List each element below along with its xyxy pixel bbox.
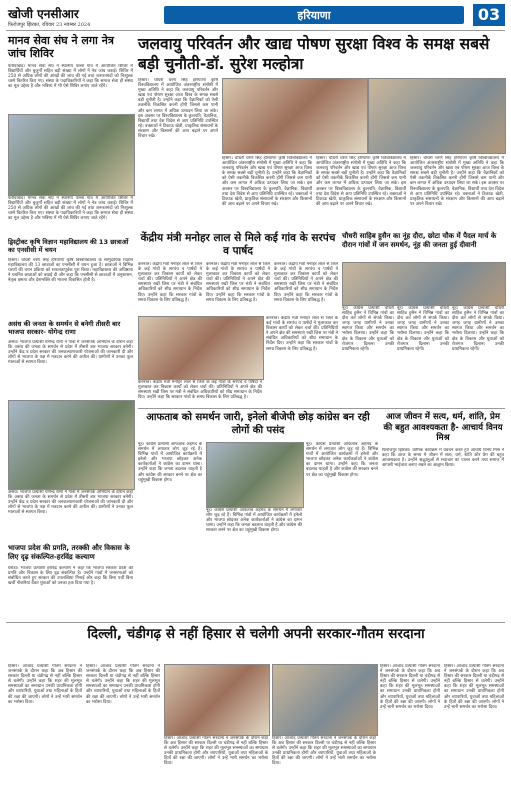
body-s7a: नूंह। कांग्रेस प्रत्याशी आफताब अहमद के समर्थन में लगातार लोग जुड़ रहे हैं। विभिन्न गांवों में आयोजित कार्यक्रमों में इनेलो और भाजपा छोड़कर अनेक कार्यकर्ताओं ने कांग्रेस का दामन थामा। उन्होंने कहा कि जनता बदलाव चाहती है और कांग्रेस की सरकार बनने पर क्षेत्र का चहुंमुखी विकास होगा। <box>138 442 202 483</box>
divider-mid <box>138 408 505 409</box>
headline-s2: जलवायु परिवर्तन और खाद्य पोषण सुरक्षा विश्व के समक्ष सबसे बड़ी चुनौती-डॉ. सुरेश मल्होत्रा <box>138 35 490 73</box>
photo-s10a <box>164 664 270 736</box>
headline-s6: चौधरी साहिब हुसैन का नूंह दौरा, छोटा चौक में पैदल मार्च के दौरान गांवों में जन समर्थन, नूंह की जनता हुई दीवानी <box>342 232 497 249</box>
photo-s2b <box>368 78 506 154</box>
photo-s6 <box>342 262 506 306</box>
body-s10a: हिसार। आजाद प्रत्याशी गौतम सरदाना ने जनसंपर्क के दौरान कहा कि अब हिसार की सरकार दिल्ली या चंडीगढ़ से नहीं बल्कि हिसार से चलेगी। उन्होंने कहा कि शहर की मूलभूत समस्याओं का समाधान उनकी प्राथमिकता होगी और व्यापारियों, युवाओं तथा महिलाओं के हितों की रक्षा की जाएगी। लोगों ने उन्हें भारी समर्थन का भरोसा दिया। <box>8 664 82 705</box>
section-banner <box>164 6 464 24</box>
newspaper-logo: खोजी एनसीआर <box>8 7 79 21</box>
header-rule <box>6 30 505 31</box>
body-s3: हिसार। चौधरी चरण सिंह हरियाणा कृषि विश्वविद्यालय के सामुदायिक विज्ञान महाविद्यालय की 13 छात्राओं का एनसीसी में चयन हुआ है। छात्राओं ने विभिन्न चरणों की चयन प्रक्रिया को सफलतापूर्वक पूरा किया। महाविद्यालय की अधिष्ठाता ने चयनित छात्राओं को बधाई दी और कहा कि एनसीसी से छात्राओं में अनुशासन, नेतृत्व क्षमता और देशभक्ति की भावना विकसित होती है। <box>8 258 133 284</box>
body-s4: असंध। भाजपा प्रत्याशी योगेन्द्र राणा ने गांवों में जनसंपर्क अभियान के दौरान कहा कि असंध की जनता के समर्थन से प्रदेश में तीसरी बार भाजपा सरकार बनेगी। उन्होंने केंद्र व प्रदेश सरकार की जनकल्याणकारी योजनाओं की जानकारी दी और लोगों से भाजपा के पक्ष में मतदान करने की अपील की। ग्रामीणों ने उनका फूल मालाओं से स्वागत किया। <box>8 340 133 366</box>
body-s7c: नूंह। कांग्रेस प्रत्याशी आफताब अहमद के समर्थन में लगातार लोग जुड़ रहे हैं। विभिन्न गांवों में आयोजित कार्यक्रमों में इनेलो और भाजपा छोड़कर अनेक कार्यकर्ताओं ने कांग्रेस का दामन थामा। उन्होंने कहा कि जनता बदलाव चाहती है और कांग्रेस की सरकार बनने पर क्षेत्र का चहुंमुखी विकास होगा। <box>306 442 378 478</box>
page-header <box>0 0 511 30</box>
edition-date: फिरोजपुर झिरका, रविवार 23 नवम्बर 2024 <box>8 22 91 28</box>
masthead <box>8 5 158 28</box>
body-s1b: फरीदाबाद। मानव सेवा संघ ने स्थानीय पल्ला गांव में आयोजित शिविर में विद्यार्थियों और बुजुर्गों सहित बड़ी संख्या में लोगों ने नेत्र जांच कराई। शिविर में 250 से अधिक लोगों की आंखों की जांच की गई तथा जरूरतमंदों को निःशुल्क चश्मे वितरित किए गए। संस्था के पदाधिकारियों ने कहा कि समाज सेवा ही संस्था का मूल उद्देश्य है और भविष्य में भी ऐसे शिविर लगाए जाते रहेंगे। <box>8 196 133 222</box>
body-s10c: हिसार। आजाद प्रत्याशी गौतम सरदाना ने जनसंपर्क के दौरान कहा कि अब हिसार की सरकार दिल्ली या चंडीगढ़ से नहीं बल्कि हिसार से चलेगी। उन्होंने कहा कि शहर की मूलभूत समस्याओं का समाधान उनकी प्राथमिकता होगी और व्यापारियों, युवाओं तथा महिलाओं के हितों की रक्षा की जाएगी। लोगों ने उन्हें भारी समर्थन का भरोसा दिया। <box>164 736 268 767</box>
headline-s5: केंद्रीय मंत्री मनोहर लाल से मिले कई गांव के सरपंच व पार्षद <box>140 232 336 257</box>
section-title: हरियाणा <box>297 9 331 22</box>
body-s10b: हिसार। आजाद प्रत्याशी गौतम सरदाना ने जनसंपर्क के दौरान कहा कि अब हिसार की सरकार दिल्ली या चंडीगढ़ से नहीं बल्कि हिसार से चलेगी। उन्होंने कहा कि शहर की मूलभूत समस्याओं का समाधान उनकी प्राथमिकता होगी और व्यापारियों, युवाओं तथा महिलाओं के हितों की रक्षा की जाएगी। लोगों ने उन्हें भारी समर्थन का भरोसा दिया। <box>86 664 160 705</box>
headline-s3: ड्रिस्ट्रीक्ट कृषि विज्ञान महाविद्यालय की 13 छात्राओं का एनसीसी में चयन <box>8 238 129 254</box>
body-s7b: नूंह। कांग्रेस प्रत्याशी आफताब अहमद के समर्थन में लगातार लोग जुड़ रहे हैं। विभिन्न गांवों में आयोजित कार्यक्रमों में इनेलो और भाजपा छोड़कर अनेक कार्यकर्ताओं ने कांग्रेस का दामन थामा। उन्होंने कहा कि जनता बदलाव चाहती है और कांग्रेस की सरकार बनने पर क्षेत्र का चहुंमुखी विकास होगा। <box>206 508 302 534</box>
photo-s10b <box>272 664 378 736</box>
headline-s10: दिल्ली, चंडीगढ़ से नहीं हिसार से चलेगी अपनी सरकार-गौतम सरदाना <box>87 626 425 642</box>
photo-s4 <box>8 400 135 490</box>
headline-s8: आज जीवन में सत्य, धर्म, शांति, प्रेम की बहुत आवश्यकता है- आचार्य विनय मिश्र <box>383 412 503 443</box>
photo-s2a <box>222 78 368 154</box>
body-s6a: नूंह। कांग्रेस प्रत्याशी चौधरी साहिब हुसैन ने विभिन्न गांवों का दौरा कर लोगों से संपर्क किया। जगह जगह ग्रामीणों ने उनका स्वागत किया और समर्थन का भरोसा दिलाया। उन्होंने कहा कि क्षेत्र के विकास और युवाओं को रोजगार दिलाना उनकी प्राथमिकता रहेगी। <box>342 306 394 352</box>
headline-s1: मानव सेवा संघ ने लगा नेत्र जांच शिविर <box>8 34 114 60</box>
headline-s7: आफताब को समर्थन जारी, इनेलो बीजेपी छोड़ कांग्रेस बन रही लोगों की पसंद <box>146 412 370 436</box>
photo-s7 <box>206 442 304 508</box>
page-number: 03 <box>473 4 505 26</box>
body-s10e: हिसार। आजाद प्रत्याशी गौतम सरदाना ने जनसंपर्क के दौरान कहा कि अब हिसार की सरकार दिल्ली या चंडीगढ़ से नहीं बल्कि हिसार से चलेगी। उन्होंने कहा कि शहर की मूलभूत समस्याओं का समाधान उनकी प्राथमिकता होगी और व्यापारियों, युवाओं तथा महिलाओं के हितों की रक्षा की जाएगी। लोगों ने उन्हें भारी समर्थन का भरोसा दिया। <box>380 664 440 710</box>
photo-s5 <box>138 316 264 380</box>
photo-s1 <box>8 114 135 196</box>
body-s5a: करनाल। केंद्रीय मंत्री मनोहर लाल से जिले के कई गांवों के सरपंच व पार्षदों ने मुलाकात कर विकास कार्यों को लेकर चर्चा की। प्रतिनिधियों ने अपने क्षेत्र की समस्याएं रखीं जिस पर मंत्री ने संबंधित अधिकारियों को शीघ्र समाधान के निर्देश दिए। उन्होंने कहा कि सरकार गांवों के समग्र विकास के लिए प्रतिबद्ध है। <box>138 262 202 303</box>
body-s5e: करनाल। केंद्रीय मंत्री मनोहर लाल से जिले के कई गांवों के सरपंच व पार्षदों ने मुलाकात कर विकास कार्यों को लेकर चर्चा की। प्रतिनिधियों ने अपने क्षेत्र की समस्याएं रखीं जिस पर मंत्री ने संबंधित अधिकारियों को शीघ्र समाधान के निर्देश दिए। उन्होंने कहा कि सरकार गांवों के समग्र विकास के लिए प्रतिबद्ध है। <box>138 380 262 401</box>
body-s8: फिरोजपुर झिरका। धार्मिक कार्यक्रम में प्रवचन करते हुए आचार्य विनय मिश्र ने कहा कि आज के समय में जीवन में सत्य, धर्म, शांति और प्रेम की बहुत आवश्यकता है। उन्होंने श्रद्धालुओं से सदाचार का पालन करने तथा समाज में आपसी भाईचारा बनाए रखने का आह्वान किया। <box>382 448 504 469</box>
divider-bottom <box>6 622 505 623</box>
body-s10d: हिसार। आजाद प्रत्याशी गौतम सरदाना ने जनसंपर्क के दौरान कहा कि अब हिसार की सरकार दिल्ली या चंडीगढ़ से नहीं बल्कि हिसार से चलेगी। उन्होंने कहा कि शहर की मूलभूत समस्याओं का समाधान उनकी प्राथमिकता होगी और व्यापारियों, युवाओं तथा महिलाओं के हितों की रक्षा की जाएगी। लोगों ने उन्हें भारी समर्थन का भरोसा दिया। <box>272 736 376 767</box>
body-s1: फरीदाबाद। मानव सेवा संघ ने स्थानीय पल्ला गांव में आयोजित शिविर में विद्यार्थियों और बुजुर्गों सहित बड़ी संख्या में लोगों ने नेत्र जांच कराई। शिविर में 250 से अधिक लोगों की आंखों की जांच की गई तथा जरूरतमंदों को निःशुल्क चश्मे वितरित किए गए। संस्था के पदाधिकारियों ने कहा कि समाज सेवा ही संस्था का मूल उद्देश्य है और भविष्य में भी ऐसे शिविर लगाए जाते रहेंगे। <box>8 64 133 90</box>
body-s5d: करनाल। केंद्रीय मंत्री मनोहर लाल से जिले के कई गांवों के सरपंच व पार्षदों ने मुलाकात कर विकास कार्यों को लेकर चर्चा की। प्रतिनिधियों ने अपने क्षेत्र की समस्याएं रखीं जिस पर मंत्री ने संबंधित अधिकारियों को शीघ्र समाधान के निर्देश दिए। उन्होंने कहा कि सरकार गांवों के समग्र विकास के लिए प्रतिबद्ध है। <box>266 316 338 352</box>
body-s2b: हिसार। चौधरी चरण सिंह हरियाणा कृषि विश्वविद्यालय में आयोजित अंतरराष्ट्रीय संगोष्ठी में मुख्य अतिथि ने कहा कि जलवायु परिवर्तन और खाद्य एवं पोषण सुरक्षा आज विश्व के समक्ष सबसे बड़ी चुनौती है। उन्होंने कहा कि वैज्ञानिकों को ऐसी तकनीकें विकसित करनी होंगी जिससे कम पानी और कम लागत में अधिक उत्पादन लिया जा सके। इस अवसर पर विश्वविद्यालय के कुलपति, वैज्ञानिक, विद्यार्थी तथा देश विदेश से आए प्रतिनिधि उपस्थित रहे। वक्ताओं ने टिकाऊ खेती, प्राकृतिक संसाधनों के संरक्षण और किसानों की आय बढ़ाने पर अपने विचार रखे। <box>222 156 312 207</box>
headline-s4: असंध की जनता के समर्थन से बनेगी तीसरी बार भाजपा सरकार- योगेन्द्र राणा <box>8 320 121 336</box>
body-s9: घरौंडा। भाजपा प्रत्याशी हरविंद्र कल्याण ने कहा कि भाजपा सरकार प्रदेश की प्रगति और विकास के लिए दृढ़ संकल्पित है। उन्होंने गांवों में जनसभाओं को संबोधित करते हुए सरकार की उपलब्धियां गिनाईं और कहा कि बिना पर्ची बिना खर्ची नौकरियां देकर युवाओं को उनका हक दिया गया है। <box>8 566 133 587</box>
body-s6c: नूंह। कांग्रेस प्रत्याशी चौधरी साहिब हुसैन ने विभिन्न गांवों का दौरा कर लोगों से संपर्क किया। जगह जगह ग्रामीणों ने उनका स्वागत किया और समर्थन का भरोसा दिलाया। उन्होंने कहा कि क्षेत्र के विकास और युवाओं को रोजगार दिलाना उनकी प्राथमिकता रहेगी। <box>452 306 504 352</box>
body-s2a: हिसार। चौधरी चरण सिंह हरियाणा कृषि विश्वविद्यालय में आयोजित अंतरराष्ट्रीय संगोष्ठी में मुख्य अतिथि ने कहा कि जलवायु परिवर्तन और खाद्य एवं पोषण सुरक्षा आज विश्व के समक्ष सबसे बड़ी चुनौती है। उन्होंने कहा कि वैज्ञानिकों को ऐसी तकनीकें विकसित करनी होंगी जिससे कम पानी और कम लागत में अधिक उत्पादन लिया जा सके। इस अवसर पर विश्वविद्यालय के कुलपति, वैज्ञानिक, विद्यार्थी तथा देश विदेश से आए प्रतिनिधि उपस्थित रहे। वक्ताओं ने टिकाऊ खेती, प्राकृतिक संसाधनों के संरक्षण और किसानों की आय बढ़ाने पर अपने विचार रखे। <box>138 78 218 140</box>
body-s6b: नूंह। कांग्रेस प्रत्याशी चौधरी साहिब हुसैन ने विभिन्न गांवों का दौरा कर लोगों से संपर्क किया। जगह जगह ग्रामीणों ने उनका स्वागत किया और समर्थन का भरोसा दिलाया। उन्होंने कहा कि क्षेत्र के विकास और युवाओं को रोजगार दिलाना उनकी प्राथमिकता रहेगी। <box>397 306 449 352</box>
body-s5b: करनाल। केंद्रीय मंत्री मनोहर लाल से जिले के कई गांवों के सरपंच व पार्षदों ने मुलाकात कर विकास कार्यों को लेकर चर्चा की। प्रतिनिधियों ने अपने क्षेत्र की समस्याएं रखीं जिस पर मंत्री ने संबंधित अधिकारियों को शीघ्र समाधान के निर्देश दिए। उन्होंने कहा कि सरकार गांवों के समग्र विकास के लिए प्रतिबद्ध है। <box>206 262 270 303</box>
body-s10f: हिसार। आजाद प्रत्याशी गौतम सरदाना ने जनसंपर्क के दौरान कहा कि अब हिसार की सरकार दिल्ली या चंडीगढ़ से नहीं बल्कि हिसार से चलेगी। उन्होंने कहा कि शहर की मूलभूत समस्याओं का समाधान उनकी प्राथमिकता होगी और व्यापारियों, युवाओं तथा महिलाओं के हितों की रक्षा की जाएगी। लोगों ने उन्हें भारी समर्थन का भरोसा दिया। <box>444 664 504 710</box>
body-s2d: हिसार। चौधरी चरण सिंह हरियाणा कृषि विश्वविद्यालय में आयोजित अंतरराष्ट्रीय संगोष्ठी में मुख्य अतिथि ने कहा कि जलवायु परिवर्तन और खाद्य एवं पोषण सुरक्षा आज विश्व के समक्ष सबसे बड़ी चुनौती है। उन्होंने कहा कि वैज्ञानिकों को ऐसी तकनीकें विकसित करनी होंगी जिससे कम पानी और कम लागत में अधिक उत्पादन लिया जा सके। इस अवसर पर विश्वविद्यालय के कुलपति, वैज्ञानिक, विद्यार्थी तथा देश विदेश से आए प्रतिनिधि उपस्थित रहे। वक्ताओं ने टिकाऊ खेती, प्राकृतिक संसाधनों के संरक्षण और किसानों की आय बढ़ाने पर अपने विचार रखे। <box>410 156 504 207</box>
body-s4b: असंध। भाजपा प्रत्याशी योगेन्द्र राणा ने गांवों में जनसंपर्क अभियान के दौरान कहा कि असंध की जनता के समर्थन से प्रदेश में तीसरी बार भाजपा सरकार बनेगी। उन्होंने केंद्र व प्रदेश सरकार की जनकल्याणकारी योजनाओं की जानकारी दी और लोगों से भाजपा के पक्ष में मतदान करने की अपील की। ग्रामीणों ने उनका फूल मालाओं से स्वागत किया। <box>8 490 133 516</box>
body-s5c: करनाल। केंद्रीय मंत्री मनोहर लाल से जिले के कई गांवों के सरपंच व पार्षदों ने मुलाकात कर विकास कार्यों को लेकर चर्चा की। प्रतिनिधियों ने अपने क्षेत्र की समस्याएं रखीं जिस पर मंत्री ने संबंधित अधिकारियों को शीघ्र समाधान के निर्देश दिए। उन्होंने कहा कि सरकार गांवों के समग्र विकास के लिए प्रतिबद्ध है। <box>274 262 338 303</box>
headline-s9: भाजपा प्रदेश की प्रगति, तरक्की और विकास के लिए दृढ़ संकल्पित-हरविंद्र कल्याण <box>8 544 130 561</box>
body-s2c: हिसार। चौधरी चरण सिंह हरियाणा कृषि विश्वविद्यालय में आयोजित अंतरराष्ट्रीय संगोष्ठी में मुख्य अतिथि ने कहा कि जलवायु परिवर्तन और खाद्य एवं पोषण सुरक्षा आज विश्व के समक्ष सबसे बड़ी चुनौती है। उन्होंने कहा कि वैज्ञानिकों को ऐसी तकनीकें विकसित करनी होंगी जिससे कम पानी और कम लागत में अधिक उत्पादन लिया जा सके। इस अवसर पर विश्वविद्यालय के कुलपति, वैज्ञानिक, विद्यार्थी तथा देश विदेश से आए प्रतिनिधि उपस्थित रहे। वक्ताओं ने टिकाऊ खेती, प्राकृतिक संसाधनों के संरक्षण और किसानों की आय बढ़ाने पर अपने विचार रखे। <box>316 156 406 207</box>
